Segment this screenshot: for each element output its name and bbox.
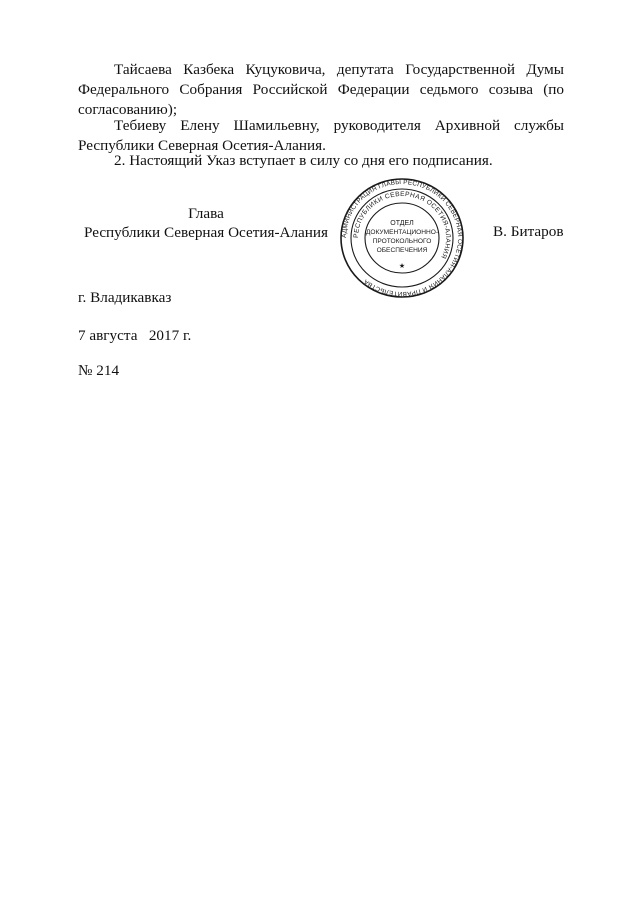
paragraph-taysaev: Тайсаева Казбека Куцуковича, депутата Государственной Думы Федерального Собрания Российской Федерации седьмого созыва (по согласованию); [78,61,564,118]
signatory-name: В. Битаров [493,223,564,240]
seal-center-line-3: ПРОТОКОЛЬНОГО [372,238,432,245]
decree-number: № 214 [78,362,120,379]
signatory-title [78,204,334,242]
signatory-title-line-1: Глава [188,205,224,222]
city-of-signing: г. Владикавказ [78,289,172,306]
seal-outer-ring-text: АДМИНИСТРАЦИЯ ГЛАВЫ РЕСПУБЛИКИ СЕВЕРНАЯ ОСЕТИЯ-АЛАНИЯ И ПРАВИТЕЛЬСТВА [340,178,464,298]
seal-inner-ring-text: РЕСПУБЛИКИ СЕВЕРНАЯ ОСЕТИЯ-АЛАНИЯ [352,190,452,260]
paragraph-tebieva: Тебиеву Елену Шамильевну, руководителя Архивной службы Республики Северная Осетия-Алания. [78,117,564,154]
seal-center-line-4: ОБЕСПЕЧЕНИЯ [376,247,428,254]
paragraph-effective-date: 2. Настоящий Указ вступает в силу со дня его подписания. [114,152,493,169]
seal-center-line-2: ДОКУМЕНТАЦИОННО- [365,229,439,236]
date-of-signing: 7 августа 2017 г. [78,327,192,344]
seal-center-line-1: ОТДЕЛ [390,220,414,227]
official-seal-stamp [339,177,465,299]
seal-star-icon: ★ [398,263,406,270]
signatory-title-line-2: Республики Северная Осетия-Алания [83,224,329,241]
